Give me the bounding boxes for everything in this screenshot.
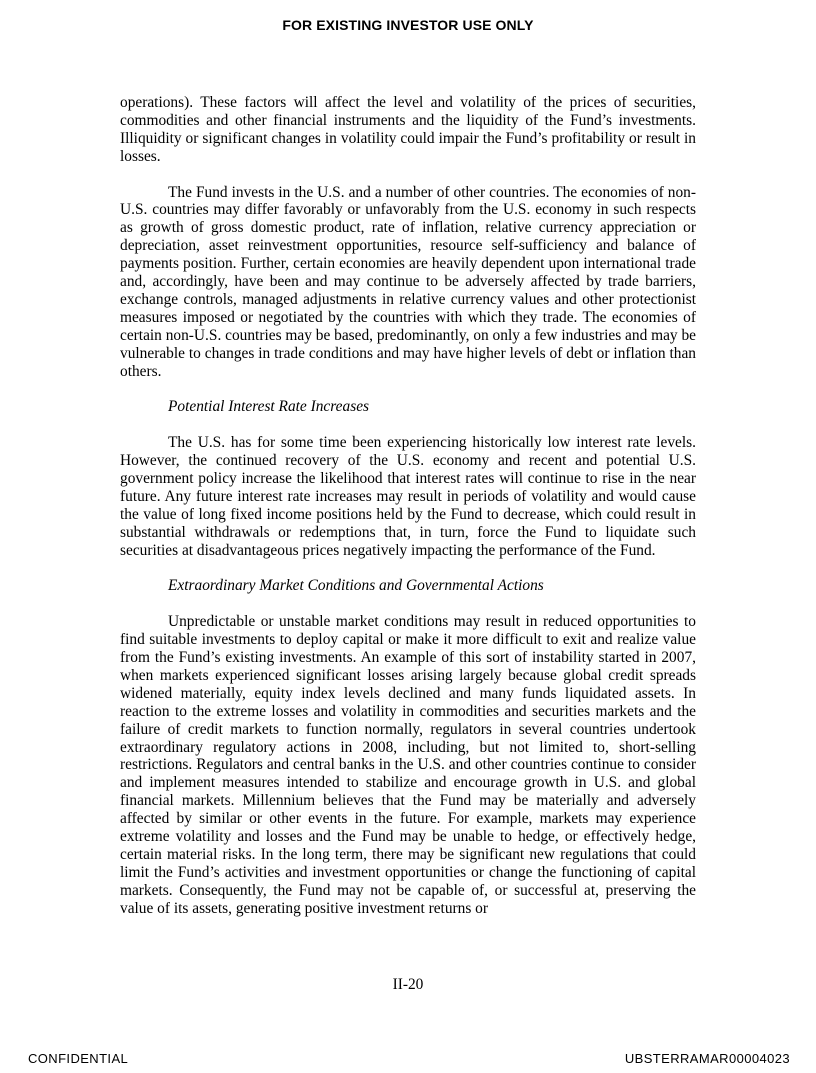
page-number: II-20 [392, 976, 424, 993]
confidential-label: CONFIDENTIAL [28, 1051, 129, 1066]
page-header: FOR EXISTING INVESTOR USE ONLY [282, 17, 534, 33]
bates-number: UBSTERRAMAR00004023 [624, 1051, 790, 1066]
paragraph-interest-rates: The U.S. has for some time been experiencing historically low interest rate levels. However, the continued recovery of the U.S. economy and recent and potential U.S. government policy increase the likelihood that interest rates will continue to rise in the near future. Any future interest rate increases may result in periods of volatility and would cause the value of long fixed income positions held by the Fund to decrease, which could result in substantial withdrawals or redemptions that, in turn, force the Fund to liquidate such securities at disadvantageous prices negatively impacting the performance of the Fund. [120, 434, 696, 559]
paragraph-non-us-economies: The Fund invests in the U.S. and a number of other countries. The economies of non-U.S. countries may differ favorably or unfavorably from the U.S. economy in such respects as growth of gross domestic product, rate of inflation, relative currency appreciation or depreciation, asset reinvestment opportunities, resource self-sufficiency and balance of payments position. Further, certain economies are heavily dependent upon international trade and, accordingly, have been and may continue to be adversely affected by trade barriers, exchange controls, managed adjustments in relative currency values and other protectionist measures imposed or negotiated by the countries with which they trade. The economies of certain non-U.S. countries may be based, predominantly, on only a few industries and may be vulnerable to changes in trade conditions and may have higher levels of debt or inflation than others. [120, 183, 696, 380]
paragraph-market-conditions: Unpredictable or unstable market conditions may result in reduced opportunities to find suitable investments to deploy capital or make it more difficult to exit and realize value from the Fund’s existing investments. An example of this sort of instability started in 2007, when markets experienced significant losses arising largely because global credit spreads widened materially, equity index levels declined and many funds liquidated assets. In reaction to the extreme losses and volatility in commodities and securities markets and the failure of credit markets to function normally, regulators in several countries undertook extraordinary regulatory actions in 2008, including, but not limited to, short-selling restrictions. Regulators and central banks in the U.S. and other countries continue to consider and implement measures intended to stabilize and encourage growth in U.S. and global financial markets. Millennium believes that the Fund may be materially and adversely affected by similar or other events in the future. For example, markets may experience extreme volatility and losses and the Fund may be unable to hedge, or effectively hedge, certain material risks. In the long term, there may be significant new regulations that could limit the Fund’s activities and investment opportunities or change the functioning of capital markets. Consequently, the Fund may not be capable of, or successful at, preserving the value of its assets, generating positive investment returns or [120, 613, 696, 917]
paragraph-operations-continued: operations). These factors will affect the level and volatility of the prices of securities, commodities and other financial instruments and the liquidity of the Fund’s investments. Illiquidity or significant changes in volatility could impair the Fund’s profitability or result in losses. [120, 94, 696, 165]
section-heading-market-conditions: Extraordinary Market Conditions and Governmental Actions [168, 577, 544, 595]
document-body [120, 94, 696, 936]
section-heading-interest-rates: Potential Interest Rate Increases [168, 398, 370, 416]
